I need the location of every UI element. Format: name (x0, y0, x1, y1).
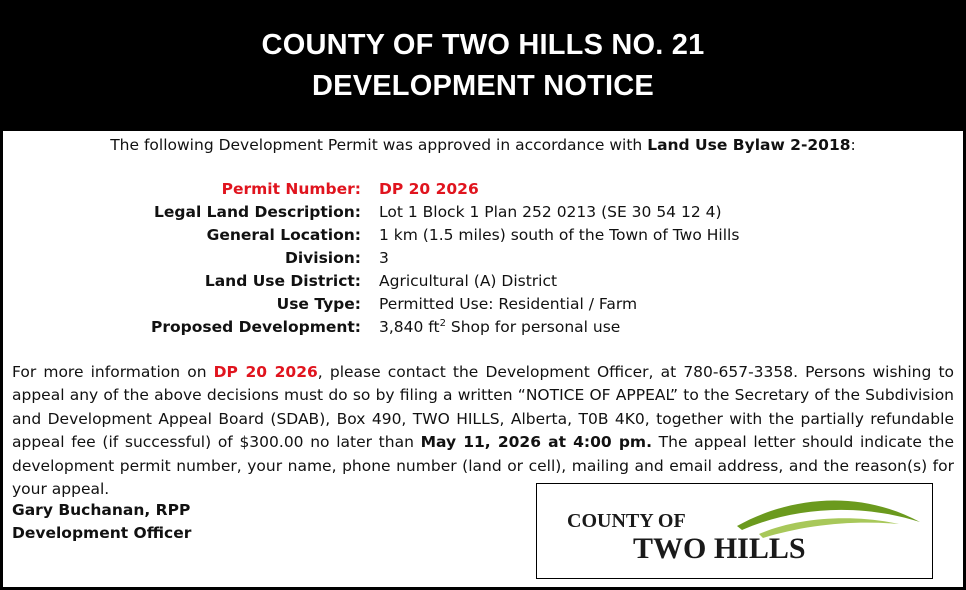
detail-legal-land (3, 203, 963, 226)
info-text-3: The appeal letter should indicate the development permit number, your name, phone number (land or cell), mailing and email address, and the reason(s) for your appeal. (12, 433, 954, 499)
detail-value: Permitted Use: Residential / Farm (379, 295, 638, 313)
detail-label: Land Use District: (204, 272, 361, 290)
area-value: 3,840 ft (379, 318, 440, 337)
detail-use-type (3, 295, 963, 318)
detail-value: Lot 1 Block 1 Plan 252 0213 (SE 30 54 12 4) (379, 203, 722, 221)
officer-name: Gary Buchanan, RPP (12, 501, 191, 519)
detail-general-location (3, 226, 963, 249)
info-permit-number: DP 20 2026 (213, 363, 318, 381)
appeal-information (12, 361, 954, 501)
notice-title-line2: DEVELOPMENT NOTICE (312, 70, 654, 102)
detail-label: Division: (284, 249, 361, 267)
green-hills-swoosh-icon (537, 484, 932, 578)
detail-land-use-district (3, 272, 963, 295)
detail-value (379, 318, 620, 336)
intro-colon: : (850, 136, 856, 154)
intro-sentence (3, 136, 963, 154)
notice-title-line1: COUNTY OF TWO HILLS NO. 21 (261, 29, 705, 61)
detail-proposed-development (3, 318, 963, 341)
bylaw-reference: Land Use Bylaw 2-2018 (647, 136, 851, 154)
area-superscript: 2 (439, 318, 446, 329)
logo-line2: TWO HILLS (633, 532, 806, 565)
detail-label: Legal Land Description: (154, 203, 361, 221)
detail-label: Permit Number: (221, 180, 361, 198)
detail-division (3, 249, 963, 272)
detail-value: 1 km (1.5 miles) south of the Town of Two Hills (379, 226, 740, 244)
detail-label: Use Type: (276, 295, 361, 313)
info-text-2: , please contact the Development Officer, at 780-657-3358. Persons wishing to appeal any of the above decisions must do so by filing a written “NOTICE OF APPEAL” to the Secretary of the Subdivision and Development Appeal Board (SDAB), Box 490, TWO HILLS, Alberta, T0B 4K0, together with the partially refundable appeal fee (if successful) of $300.00 no later than (12, 363, 955, 452)
detail-label: General Location: (206, 226, 361, 244)
detail-label: Proposed Development: (151, 318, 361, 336)
development-description: Shop for personal use (445, 318, 621, 337)
appeal-deadline: May 11, 2026 at 4:00 pm. (420, 433, 652, 452)
detail-value: 3 (379, 249, 389, 267)
officer-title: Development Officer (12, 524, 192, 542)
detail-permit-number (3, 180, 963, 203)
detail-value: DP 20 2026 (379, 180, 479, 198)
notice-header (3, 3, 963, 131)
signature-block (12, 499, 191, 545)
intro-text: The following Development Permit was approved in accordance with (110, 136, 648, 154)
permit-details (3, 180, 963, 341)
info-text-1: For more information on (12, 363, 214, 381)
detail-value: Agricultural (A) District (379, 272, 558, 290)
county-logo (536, 483, 933, 579)
logo-line1: COUNTY OF (567, 510, 686, 532)
